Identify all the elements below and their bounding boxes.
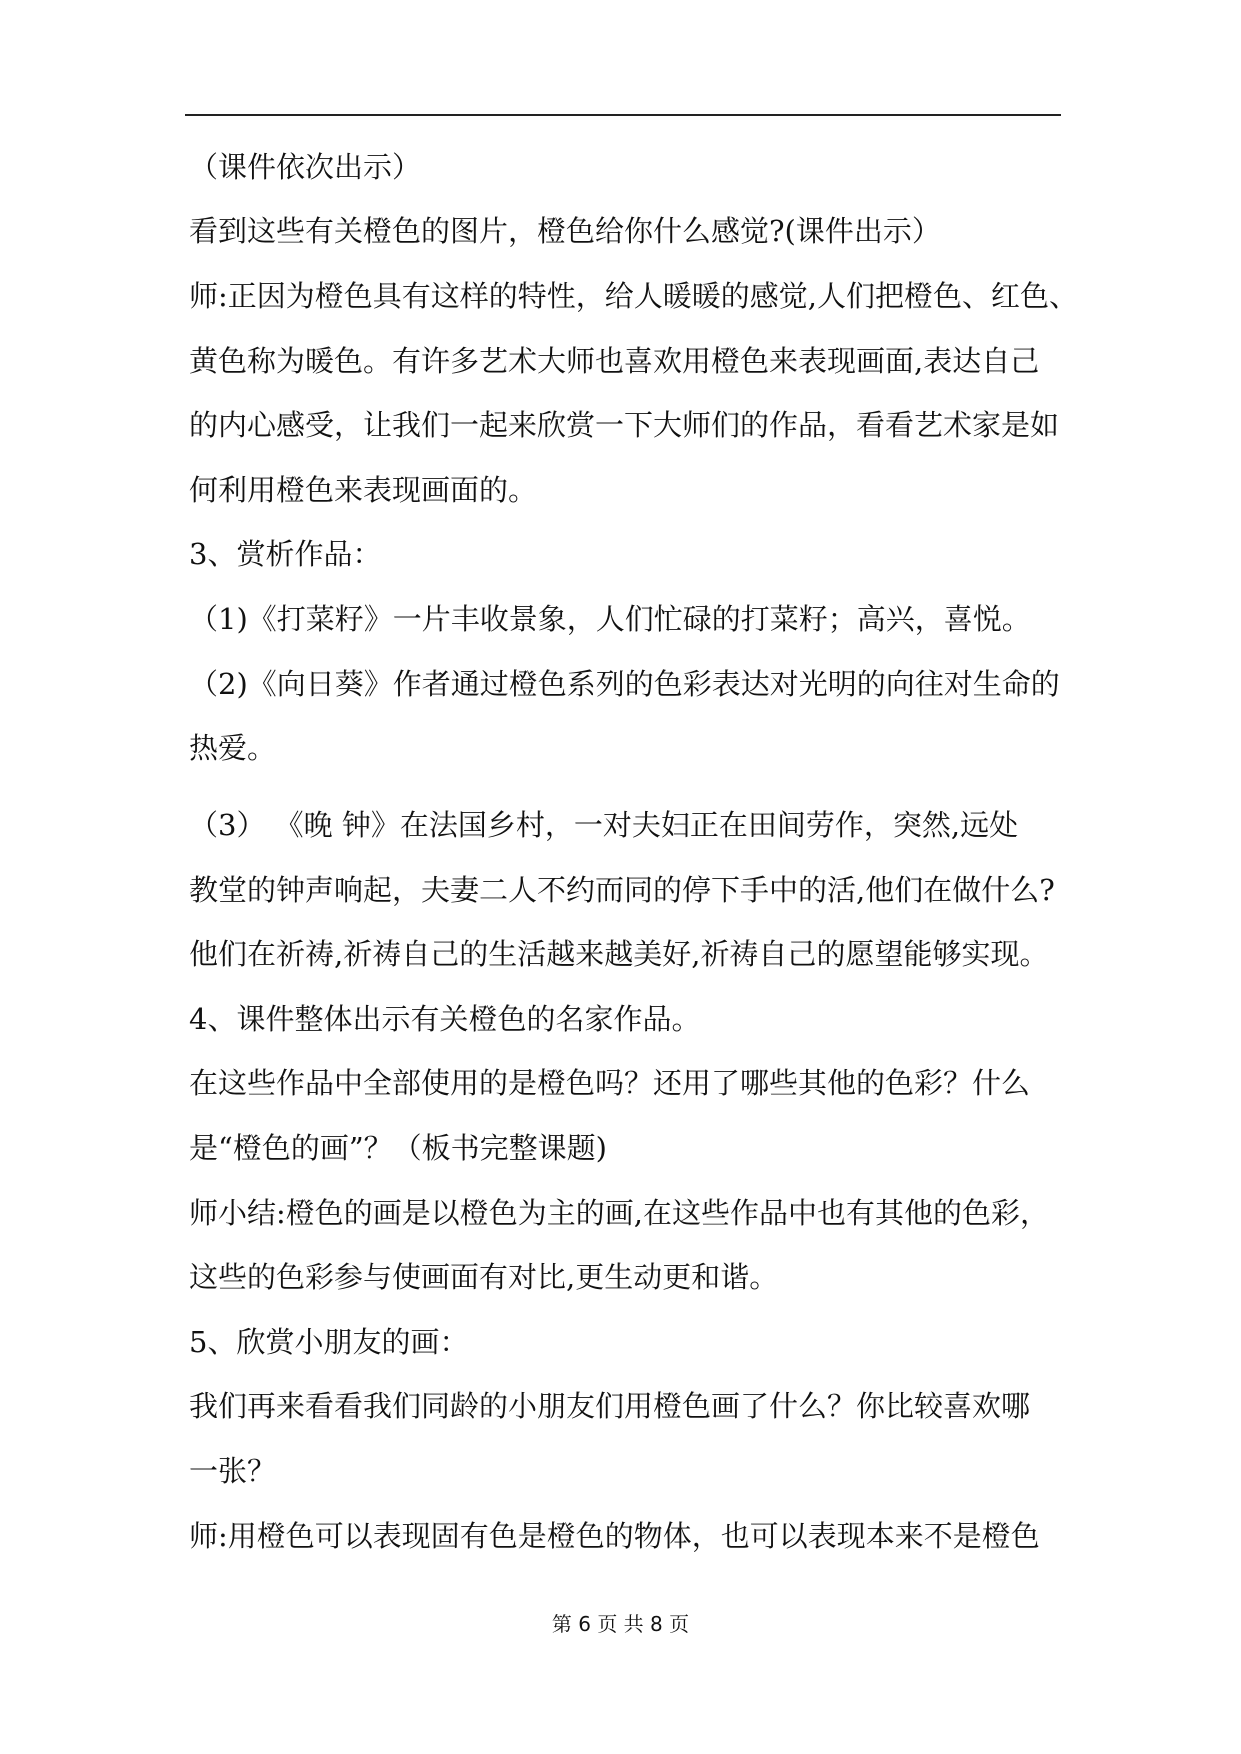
- text-line: 热爱。: [189, 731, 277, 765]
- text-line: 我们再来看看我们同龄的小朋友们用橙色画了什么？你比较喜欢哪: [189, 1389, 1031, 1423]
- text-line: 他们在祈祷,祈祷自己的生活越来越美好,祈祷自己的愿望能够实现。: [189, 937, 1049, 971]
- text-line: 是“橙色的画”？（板书完整课题): [189, 1131, 607, 1165]
- text-line: 这些的色彩参与使画面有对比,更生动更和谐。: [189, 1260, 779, 1294]
- text-line: （1)《打菜籽》一片丰收景象，人们忙碌的打菜籽；高兴，喜悦。: [189, 602, 1031, 636]
- text-line: 何利用橙色来表现画面的。: [189, 473, 538, 507]
- text-line: 3、赏析作品：: [189, 537, 382, 571]
- header-rule: [185, 114, 1061, 116]
- text-line: 看到这些有关橙色的图片，橙色给你什么感觉?(课件出示）: [189, 214, 941, 248]
- text-line: 在这些作品中全部使用的是橙色吗？还用了哪些其他的色彩？什么: [189, 1066, 1031, 1100]
- text-line: （3） 《晚 钟》在法国乡村，一对夫妇正在田间劳作，突然,远处: [189, 808, 1019, 842]
- text-line: （2)《向日葵》作者通过橙色系列的色彩表达对光明的向往对生命的: [189, 667, 1060, 701]
- page-number: 第 6 页 共 8 页: [551, 1612, 690, 1636]
- text-line: 黄色称为暖色。有许多艺术大师也喜欢用橙色来表现画面,表达自己: [189, 344, 1040, 378]
- text-line: 一张？: [189, 1454, 277, 1488]
- text-line: 师:用橙色可以表现固有色是橙色的物体，也可以表现本来不是橙色: [189, 1519, 1040, 1553]
- text-line: 师:正因为橙色具有这样的特性，给人暖暖的感觉,人们把橙色、红色、: [189, 279, 1078, 313]
- text-line: 4、课件整体出示有关橙色的名家作品。: [189, 1002, 701, 1036]
- text-line: 的内心感受，让我们一起来欣赏一下大师们的作品，看看艺术家是如: [189, 408, 1060, 442]
- text-line: （课件依次出示）: [189, 150, 422, 184]
- text-line: 5、欣赏小朋友的画：: [189, 1325, 469, 1359]
- text-line: 师小结:橙色的画是以橙色为主的画,在这些作品中也有其他的色彩，: [189, 1196, 1049, 1230]
- text-line: 教堂的钟声响起，夫妻二人不约而同的停下手中的活,他们在做什么?: [189, 873, 1055, 907]
